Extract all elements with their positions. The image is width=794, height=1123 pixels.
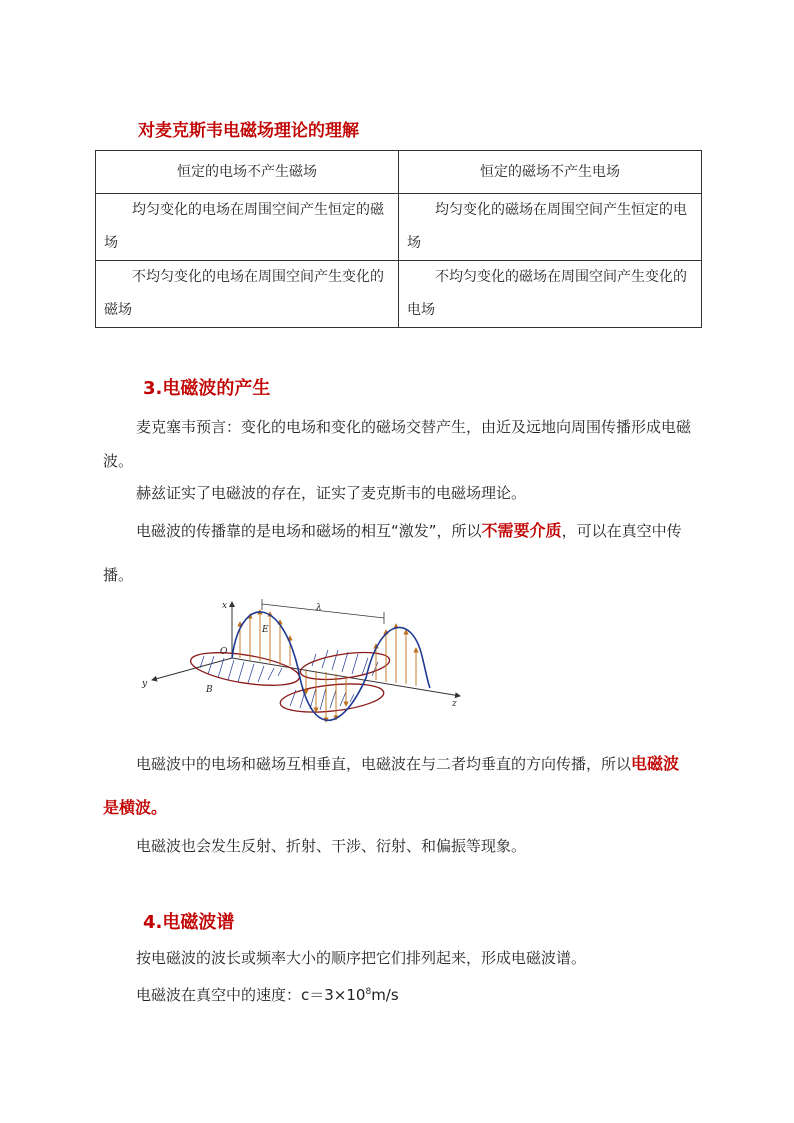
- section3-paragraph-transverse: [103, 742, 695, 830]
- b-field-label: B: [206, 685, 213, 695]
- text-segment: 电磁波在真空中的速度：c＝3×10: [136, 986, 366, 1004]
- wavelength-marker: [262, 604, 384, 618]
- origin-label: O: [220, 647, 228, 657]
- lambda-label: λ: [316, 603, 322, 613]
- section3-paragraph-hertz: 赫兹证实了电磁波的存在，证实了麦克斯韦的电磁场理论。: [136, 484, 527, 502]
- b-field-loop: [299, 648, 391, 684]
- table-cell: 不均匀变化的电场在周围空间产生变化的磁场: [96, 261, 399, 328]
- x-axis-label: x: [222, 601, 228, 611]
- exponent: 8: [365, 987, 372, 997]
- text-segment: 电磁波的传播靠的是电场和磁场的相互“激发”，所以: [136, 522, 482, 540]
- section3-heading: 3.电磁波的产生: [143, 378, 271, 399]
- e-field-label: E: [262, 625, 269, 635]
- text-segment: 电磁波中的电场和磁场互相垂直，电磁波在与二者均垂直的方向传播，所以: [136, 755, 632, 773]
- y-axis-line: [152, 658, 232, 680]
- section4-paragraph-spectrum: 按电磁波的波长或频率大小的顺序把它们排列起来，形成电磁波谱。: [136, 949, 587, 967]
- emphasis-no-medium: 不需要介质: [481, 521, 562, 540]
- em-wave-diagram: [140, 596, 470, 742]
- table-row: [96, 151, 702, 194]
- section3-paragraph-medium: [103, 509, 695, 597]
- table-row: [96, 261, 702, 328]
- maxwell-comparison-table: [95, 150, 702, 328]
- table-cell: 不均匀变化的磁场在周围空间产生变化的电场: [399, 261, 702, 328]
- table-cell: 恒定的磁场不产生电场: [399, 151, 702, 194]
- text-segment: m/s: [371, 986, 399, 1004]
- text-segment: ，可以在真空中传播。: [103, 522, 682, 584]
- table-cell: 恒定的电场不产生磁场: [96, 151, 399, 194]
- z-axis-label: z: [452, 699, 457, 709]
- table-row: [96, 194, 702, 261]
- table-cell: 均匀变化的电场在周围空间产生恒定的磁场: [96, 194, 399, 261]
- y-axis-label: y: [142, 679, 148, 689]
- section4-paragraph-speed: [103, 975, 695, 1012]
- table-cell: 均匀变化的磁场在周围空间产生恒定的电场: [399, 194, 702, 261]
- section4-heading: 4.电磁波谱: [143, 912, 235, 933]
- emphasis-transverse-wave: 电磁波是横波。: [103, 754, 680, 817]
- section3-paragraph-prediction: 麦克塞韦预言：变化的电场和变化的磁场交替产生，由近及远地向周围传播形成电磁波。: [103, 418, 692, 470]
- maxwell-section-title: 对麦克斯韦电磁场理论的理解: [138, 121, 359, 141]
- b-field-loop: [279, 680, 385, 717]
- section3-paragraph-phenomena: 电磁波也会发生反射、折射、干涉、衍射、和偏振等现象。: [136, 837, 527, 855]
